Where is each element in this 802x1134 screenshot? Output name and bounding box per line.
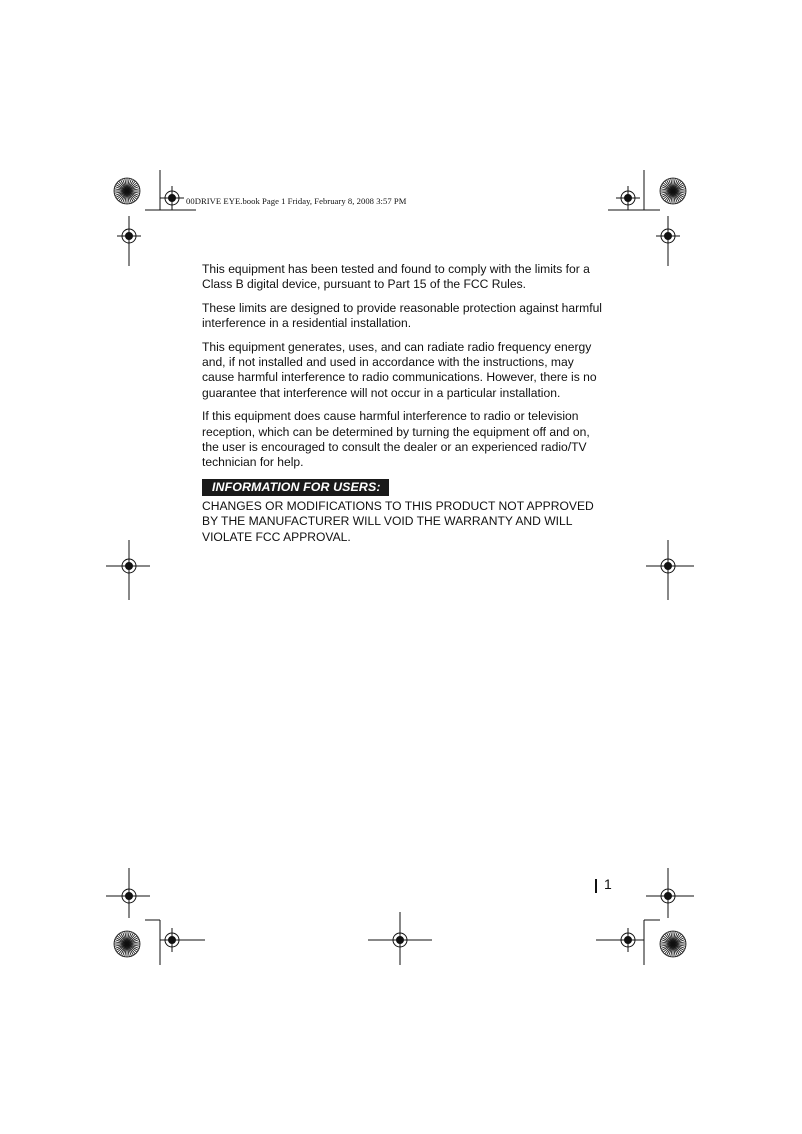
paragraph-radio-energy: This equipment generates, uses, and can radiate radio frequency energy and, if not installed and used in accordance with the instructions, may cause harmful interference to radio communications. However, there is no guarantee that interference will not occur in a particular installation. bbox=[202, 339, 597, 400]
registration-target-icon bbox=[160, 186, 184, 210]
fcc-statement bbox=[202, 262, 602, 553]
registration-target-icon bbox=[117, 224, 141, 248]
star-target-icon bbox=[660, 178, 686, 204]
registration-target-icon bbox=[616, 928, 640, 952]
registration-target-icon bbox=[160, 928, 184, 952]
page-marker-bar bbox=[595, 879, 597, 893]
registration-target-icon bbox=[616, 186, 640, 210]
registration-target-icon bbox=[656, 224, 680, 248]
print-slug: 00DRIVE EYE.book Page 1 Friday, February 8, 2008 3:57 PM bbox=[186, 196, 407, 206]
paragraph-interference: If this equipment does cause harmful interference to radio or television reception, which can be determined by turning the equipment off and on, the user is encouraged to consult the dealer or an experienced radio/TV technician for help. bbox=[202, 409, 590, 470]
star-target-icon bbox=[660, 931, 686, 957]
warranty-notice: CHANGES OR MODIFICATIONS TO THIS PRODUCT NOT APPROVED BY THE MANUFACTURER WILL VOID THE WARRANTY AND WILL VIOLATE FCC APPROVAL. bbox=[202, 498, 594, 544]
star-target-icon bbox=[114, 931, 140, 957]
page-number: 1 bbox=[604, 876, 612, 892]
section-heading: INFORMATION FOR USERS: bbox=[202, 479, 389, 496]
paragraph-compliance: This equipment has been tested and found to comply with the limits for a Class B digital device, pursuant to Part 15 of the FCC Rules. bbox=[202, 262, 590, 292]
paragraph-limits: These limits are designed to provide reasonable protection against harmful interference in a residential installation. bbox=[202, 300, 602, 331]
star-target-icon bbox=[114, 178, 140, 204]
